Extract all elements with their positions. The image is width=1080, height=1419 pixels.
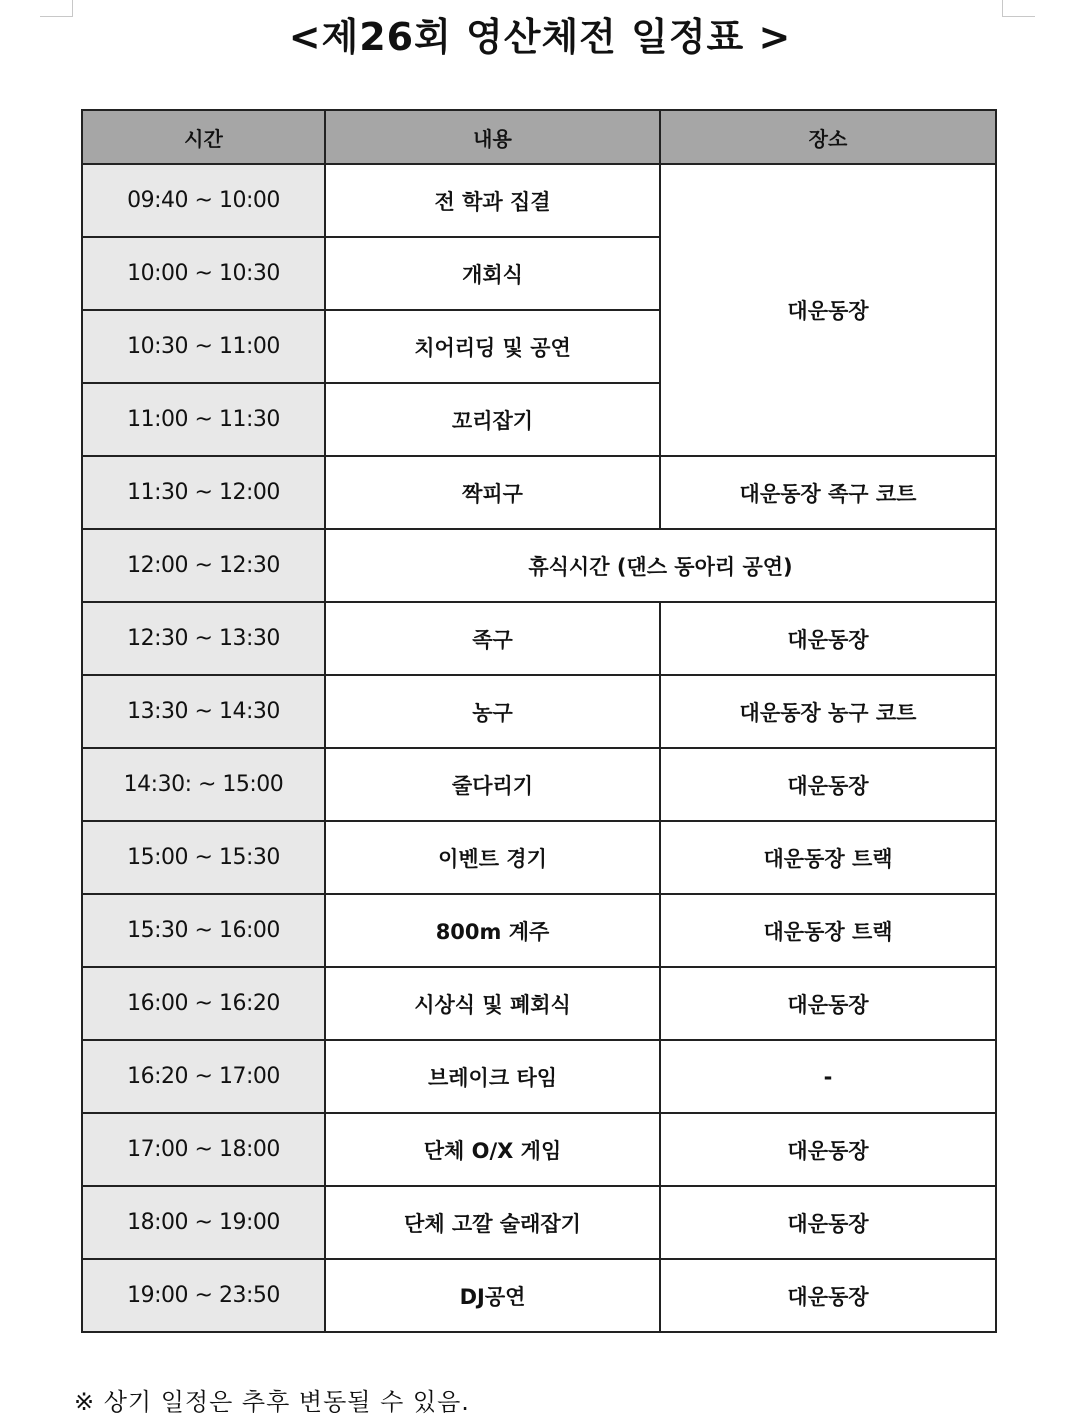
content-cell: 꼬리잡기 xyxy=(325,383,660,456)
content-cell: 개회식 xyxy=(325,237,660,310)
content-cell: 800m 계주 xyxy=(325,894,660,967)
table-row xyxy=(82,821,996,894)
table-row xyxy=(82,456,996,529)
time-cell: 15:00 ~ 15:30 xyxy=(82,821,325,894)
table-row xyxy=(82,967,996,1040)
header-place: 장소 xyxy=(660,110,996,164)
time-cell: 10:30 ~ 11:00 xyxy=(82,310,325,383)
place-cell-merged: 대운동장 xyxy=(660,164,996,456)
table-header-row xyxy=(82,110,996,164)
header-time: 시간 xyxy=(82,110,325,164)
table-row xyxy=(82,675,996,748)
content-cell: 브레이크 타임 xyxy=(325,1040,660,1113)
time-cell: 12:30 ~ 13:30 xyxy=(82,602,325,675)
place-cell: 대운동장 xyxy=(660,1186,996,1259)
content-cell: 치어리딩 및 공연 xyxy=(325,310,660,383)
content-cell: 단체 O/X 게임 xyxy=(325,1113,660,1186)
place-cell: 대운동장 트랙 xyxy=(660,821,996,894)
place-cell: 대운동장 농구 코트 xyxy=(660,675,996,748)
content-cell: 줄다리기 xyxy=(325,748,660,821)
place-cell: 대운동장 xyxy=(660,748,996,821)
time-cell: 12:00 ~ 12:30 xyxy=(82,529,325,602)
time-cell: 09:40 ~ 10:00 xyxy=(82,164,325,237)
time-cell: 17:00 ~ 18:00 xyxy=(82,1113,325,1186)
time-cell: 10:00 ~ 10:30 xyxy=(82,237,325,310)
page-title: <제26회 영산체전 일정표 > xyxy=(288,15,792,59)
time-cell: 16:00 ~ 16:20 xyxy=(82,967,325,1040)
footnote: ※ 상기 일정은 추후 변동될 수 있음. xyxy=(74,1388,470,1416)
content-cell: 이벤트 경기 xyxy=(325,821,660,894)
table-row xyxy=(82,1113,996,1186)
content-cell: 전 학과 집결 xyxy=(325,164,660,237)
table-row xyxy=(82,748,996,821)
time-cell: 19:00 ~ 23:50 xyxy=(82,1259,325,1332)
time-cell: 14:30: ~ 15:00 xyxy=(82,748,325,821)
place-cell: - xyxy=(660,1040,996,1113)
time-cell: 13:30 ~ 14:30 xyxy=(82,675,325,748)
content-cell-merged: 휴식시간 (댄스 동아리 공연) xyxy=(325,529,996,602)
table-row xyxy=(82,1259,996,1332)
content-cell: DJ공연 xyxy=(325,1259,660,1332)
table-row xyxy=(82,602,996,675)
time-cell: 11:00 ~ 11:30 xyxy=(82,383,325,456)
place-cell: 대운동장 트랙 xyxy=(660,894,996,967)
time-cell: 11:30 ~ 12:00 xyxy=(82,456,325,529)
content-cell: 족구 xyxy=(325,602,660,675)
time-cell: 16:20 ~ 17:00 xyxy=(82,1040,325,1113)
table-row xyxy=(82,894,996,967)
content-cell: 짝피구 xyxy=(325,456,660,529)
header-content: 내용 xyxy=(325,110,660,164)
table-row xyxy=(82,529,996,602)
schedule-table xyxy=(81,109,997,1333)
time-cell: 15:30 ~ 16:00 xyxy=(82,894,325,967)
place-cell: 대운동장 xyxy=(660,1259,996,1332)
table-row xyxy=(82,1040,996,1113)
table-row xyxy=(82,1186,996,1259)
place-cell: 대운동장 xyxy=(660,967,996,1040)
time-cell: 18:00 ~ 19:00 xyxy=(82,1186,325,1259)
place-cell: 대운동장 xyxy=(660,602,996,675)
content-cell: 단체 고깔 술래잡기 xyxy=(325,1186,660,1259)
content-cell: 농구 xyxy=(325,675,660,748)
content-cell: 시상식 및 폐회식 xyxy=(325,967,660,1040)
place-cell: 대운동장 족구 코트 xyxy=(660,456,996,529)
place-cell: 대운동장 xyxy=(660,1113,996,1186)
table-row xyxy=(82,164,996,237)
